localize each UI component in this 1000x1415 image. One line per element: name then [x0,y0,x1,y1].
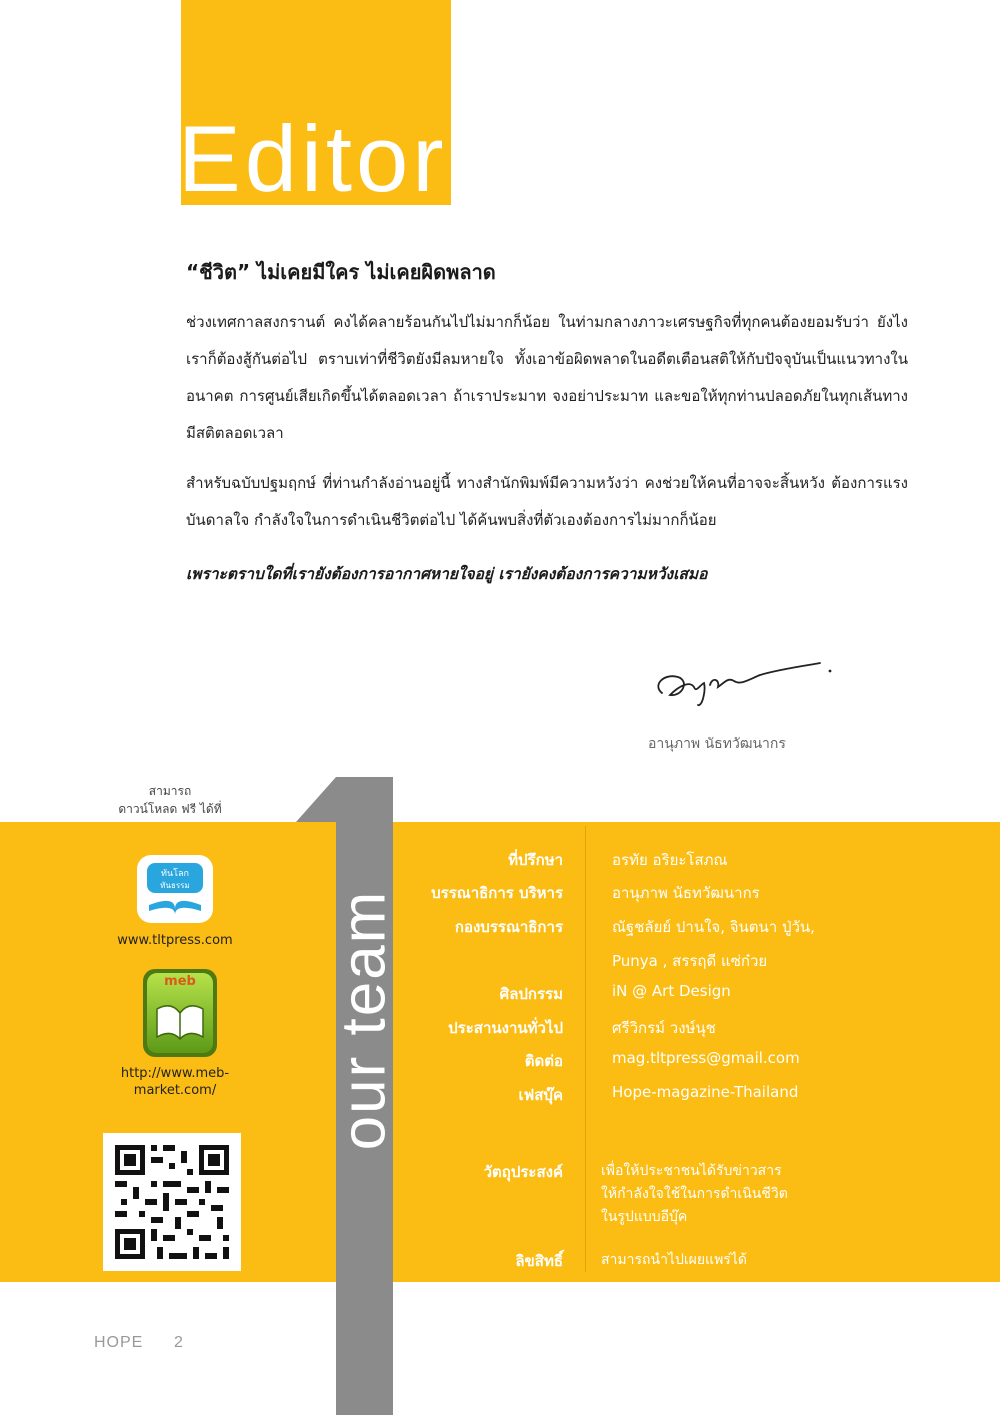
svg-text:ทันธรรม: ทันธรรม [160,881,190,890]
team-value: Punya , สรรฤดี แซ่ก๋วย [612,952,768,970]
download-note: สามารถ ดาวน์โหลด ฟรี ได้ที่ [118,784,222,816]
strip-fold [296,777,336,822]
copyright-value: สามารถนำไปเผยแพร่ได้ [601,1252,747,1268]
team-label: ศิลปกรรม [499,985,563,1003]
signature-icon [650,655,840,715]
team-label: บรรณาธิการ บริหาร [431,884,563,902]
article-headline: “ชีวิต” ไม่เคยมีใคร ไม่เคยผิดพลาด [186,260,496,284]
footer-magazine-name: HOPE [94,1334,144,1351]
tltpress-app-icon[interactable] [137,855,213,923]
team-value: ศรีวิกรม์ วงษ์นุช [612,1019,716,1037]
qr-code[interactable] [103,1133,241,1271]
team-label: ติดต่อ [524,1052,563,1070]
team-value: อรทัย อริยะโสภณ [612,851,728,869]
page-number: 2 [174,1334,183,1351]
article-paragraph-2: สำหรับฉบับปฐมฤกษ์ ที่ท่านกำลังอ่านอยู่นี้ ทางสำนักพิมพ์มีความหวังว่า คงช่วยให้คนที่อาจจะสิ้นหวัง ต้องการแรงบันดาลใจ กำลังใจในการดำเนินชีวิตต่อไป ได้ค้นพบสิ่งที่ตัวเองต้องการไม่มากก็น้อย [186,474,908,529]
team-value: อานุภาพ นัธทวัฒนากร [612,884,760,902]
team-label: ประสานงานทั่วไป [448,1019,563,1037]
svg-text:ทันโลก: ทันโลก [161,869,189,879]
article-paragraph-1: ช่วงเทศกาลสงกรานต์ คงได้คลายร้อนกันไปไม่มากก็น้อย ในท่ามกลางภาวะเศรษฐกิจที่ทุกคนต้องยอมรับว่า ยังไงเราก็ต้องสู้กันต่อไป ตราบเท่าที่ชีวิตยังมีลมหายใจ ทั้งเอาข้อผิดพลาดในอดีตเตือนสติให้กับปัจจุบันเป็นแนวทางในอนาคต การศูนย์เสียเกิดขึ้นได้ตลอดเวลา ถ้าเราประมาท จงอย่าประมาท และขอให้ทุกท่านปลอดภัยในทุกเส้นทาง มีสติตลอดเวลา [186,313,908,442]
meb-url-link[interactable]: http://www.meb- market.com/ [120,1066,230,1098]
qr-code-icon [103,1133,241,1271]
article-quote: เพราะตราบใดที่เรายังต้องการอากาศหายใจอยู่ เรายังคงต้องการความหวังเสมอ [186,565,708,583]
team-banner-text: our team [329,889,399,1151]
team-label: ที่ปรึกษา [508,851,563,869]
facebook-page[interactable]: Hope-magazine-Thailand [612,1083,799,1101]
copyright-label: ลิขสิทธิ์ [515,1252,563,1270]
tltpress-url-link[interactable]: www.tltpress.com [117,933,233,948]
meb-app-icon[interactable] [143,969,217,1057]
page-title: Editor [178,106,448,211]
team-value: ณัฐชลัยย์ ปานใจ, จินตนา ปู่วัน, [612,918,815,936]
team-label: เฟสบุ๊ค [518,1086,563,1104]
contact-email[interactable]: mag.tltpress@gmail.com [612,1049,800,1067]
book-icon [143,969,217,1057]
team-divider [585,826,586,1272]
team-value: iN @ Art Design [612,982,731,1000]
objective-value: เพื่อให้ประชาชนได้รับข่าวสาร ให้กำลังใจใช้ในการดำเนินชีวิต ในรูปแบบอีบุ๊ค [601,1163,788,1225]
book-icon [137,855,213,923]
team-label: กองบรรณาธิการ [454,918,563,936]
objective-label: วัตถุประสงค์ [483,1163,563,1181]
signer-name: อานุภาพ นัธทวัฒนากร [648,736,786,752]
svg-text:meb: meb [164,974,196,989]
